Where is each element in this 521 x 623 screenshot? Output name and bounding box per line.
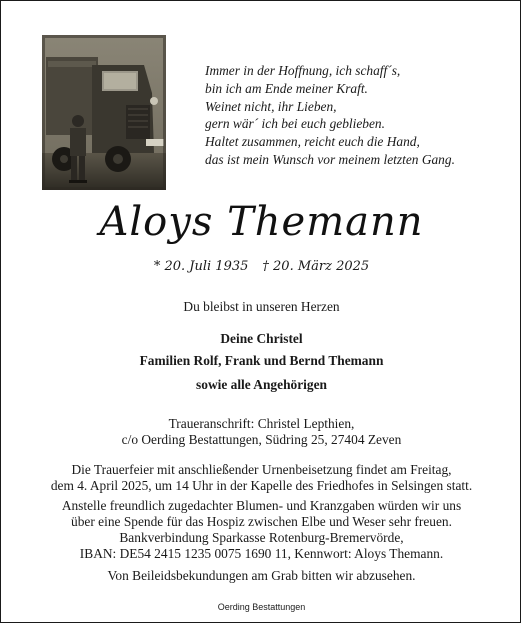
motto: Du bleibst in unseren Herzen [183,299,340,314]
address-line: Traueranschrift: Christel Lepthien, [168,416,355,431]
poem-line: Immer in der Hoffnung, ich schaff´s, [205,63,401,78]
closing-note: Von Beileidsbekundungen am Grab bitten wir abzusehen. [107,568,416,583]
poem-line: Weinet nicht, ihr Lieben, [205,98,337,114]
poem-line: Haltet zusammen, reicht euch die Hand, [205,134,420,150]
vintage-truck-photo [42,35,166,190]
donation-line: Bankverbindung Sparkasse Rotenburg-Bremervörde, [119,530,404,545]
poem-line: gern wär´ ich bei euch geblieben. [205,116,385,132]
life-dates [1,259,521,274]
donation-line: Anstelle freundlich zugedachter Blumen- und Kranzgaben würden wir uns [61,498,462,513]
donation-line: über eine Spende für das Hospiz zwischen Elbe und Weser sehr freuen. [71,514,452,529]
mourner-line: Familien Rolf, Frank und Bernd Themann [139,353,384,368]
memorial-poem [205,62,505,169]
death-date: † 20. März 2025 [262,259,370,274]
ceremony-line: Die Trauerfeier mit anschließender Urnenbeisetzung findet am Freitag, [71,462,452,477]
mourner-line: sowie alle Angehörigen [196,377,327,392]
deceased-name: Aloys Themann [99,199,424,245]
poem-line: bin ich am Ende meiner Kraft. [205,80,368,96]
photo-image [42,35,166,190]
poem-line: das ist mein Wunsch vor meinem letzten Gang. [205,151,455,167]
address-line: c/o Oerding Bestattungen, Südring 25, 27404 Zeven [121,432,402,447]
funeral-home-credit: Oerding Bestattungen [217,602,306,612]
ceremony-line: dem 4. April 2025, um 14 Uhr in der Kapelle des Friedhofes in Selsingen statt. [50,478,473,493]
birth-date: * 20. Juli 1935 [153,259,249,274]
mourner-line: Deine Christel [220,331,303,346]
donation-line: IBAN: DE54 2415 1235 0075 1690 11, Kennwort: Aloys Themann. [79,546,444,561]
